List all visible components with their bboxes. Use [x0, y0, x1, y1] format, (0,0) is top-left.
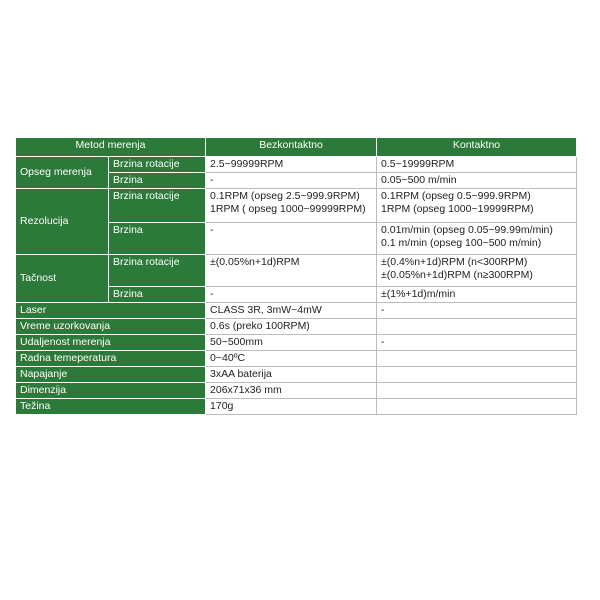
row-label-dimensions: Dimenzija	[16, 383, 206, 399]
cell-line: 0.01m/min (opseg 0.05~99.99m/min)	[381, 224, 553, 236]
row-label-laser: Laser	[16, 303, 206, 319]
sub-label: Brzina rotacije	[109, 189, 206, 223]
cell-contactless: 0.6s (preko 100RPM)	[206, 319, 377, 335]
table-row	[16, 399, 577, 415]
cell-contactless: -	[206, 287, 377, 303]
cell-contact	[377, 399, 577, 415]
row-label-sampling-time: Vreme uzorkovanja	[16, 319, 206, 335]
cell-contact: ±(1%+1d)m/min	[377, 287, 577, 303]
sub-label: Brzina rotacije	[109, 255, 206, 287]
table-row	[16, 335, 577, 351]
row-label-temperature: Radna temeperatura	[16, 351, 206, 367]
cell-contact: 0.5~19999RPM	[377, 157, 577, 173]
table-row	[16, 255, 577, 287]
spec-table	[15, 137, 577, 415]
cell-contact	[377, 319, 577, 335]
cell-contactless: 3xAA baterija	[206, 367, 377, 383]
cell-line: ±(0.05%n+1d)RPM (n≥300RPM)	[381, 269, 533, 281]
table-row	[16, 351, 577, 367]
sub-label: Brzina rotacije	[109, 157, 206, 173]
cell-line: 0.1RPM (opseg 2.5~999.9RPM)	[210, 190, 360, 202]
row-label-power: Napajanje	[16, 367, 206, 383]
cell-contactless	[206, 189, 377, 223]
cell-contact	[377, 383, 577, 399]
header-method: Metod merenja	[16, 138, 206, 157]
sub-label: Brzina	[109, 223, 206, 255]
cell-contact: -	[377, 335, 577, 351]
table-row	[16, 157, 577, 173]
cell-line: 0.1 m/min (opseg 100~500 m/min)	[381, 237, 542, 249]
sub-label: Brzina	[109, 287, 206, 303]
header-contactless: Bezkontaktno	[206, 138, 377, 157]
cell-contact	[377, 351, 577, 367]
cell-contactless: 170g	[206, 399, 377, 415]
cell-contact	[377, 189, 577, 223]
cell-contactless: 0~40ºC	[206, 351, 377, 367]
cell-contact	[377, 367, 577, 383]
header-contact: Kontaktno	[377, 138, 577, 157]
cell-line: 0.1RPM (opseg 0.5~999.9RPM)	[381, 190, 531, 202]
cell-contactless: -	[206, 223, 377, 255]
row-label-weight: Težina	[16, 399, 206, 415]
table-row	[16, 367, 577, 383]
cell-contactless: -	[206, 173, 377, 189]
cell-contact	[377, 223, 577, 255]
cell-line: 1RPM ( opseg 1000~99999RPM)	[210, 203, 366, 215]
table-row	[16, 383, 577, 399]
cell-contactless: CLASS 3R, 3mW~4mW	[206, 303, 377, 319]
cell-contactless: ±(0.05%n+1d)RPM	[206, 255, 377, 287]
row-label-accuracy: Tačnost	[16, 255, 109, 303]
cell-contact	[377, 255, 577, 287]
row-label-resolution: Rezolucija	[16, 189, 109, 255]
cell-contact: 0.05~500 m/min	[377, 173, 577, 189]
cell-contactless: 2.5~99999RPM	[206, 157, 377, 173]
cell-line: 1RPM (opseg 1000~19999RPM)	[381, 203, 534, 215]
row-label-distance: Udaljenost merenja	[16, 335, 206, 351]
cell-contactless: 50~500mm	[206, 335, 377, 351]
sub-label: Brzina	[109, 173, 206, 189]
table-row	[16, 189, 577, 223]
row-label-range: Opseg merenja	[16, 157, 109, 189]
table-row	[16, 319, 577, 335]
cell-line: ±(0.4%n+1d)RPM (n<300RPM)	[381, 256, 528, 268]
cell-contact: -	[377, 303, 577, 319]
table-row	[16, 303, 577, 319]
header-row	[16, 138, 577, 157]
cell-contactless: 206x71x36 mm	[206, 383, 377, 399]
